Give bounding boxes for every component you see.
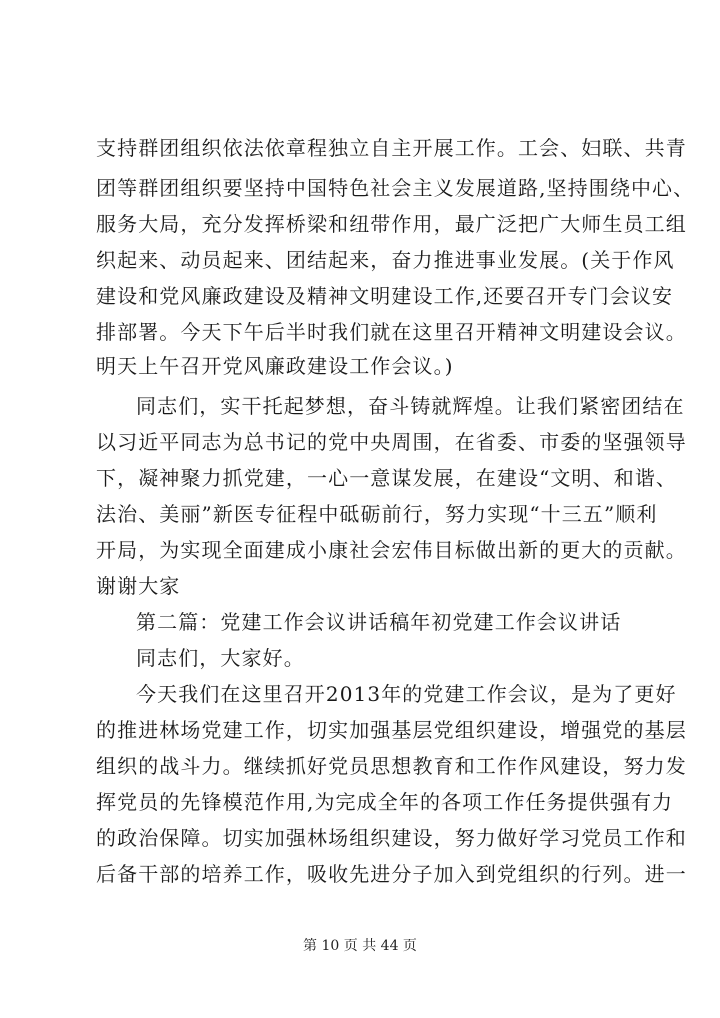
text-line: 的政治保障。切实加强林场组织建设，努力做好学习党员工作和: [96, 826, 687, 850]
text-line: 挥党员的先锋模范作用,为完成全年的各项工作任务提供强有力: [96, 790, 674, 814]
text-line: 后备干部的培养工作，吸收先进分子加入到党组织的行列。进一: [96, 862, 687, 886]
text-line: 织起来、动员起来、团结起来，奋力推进事业发展。(关于作风: [96, 248, 675, 272]
page-number-footer: 第 10 页 共 44 页: [303, 938, 417, 954]
text-line: 下，凝神聚力抓党建，一心一意谋发展，在建设“文明、和谐、: [96, 466, 678, 490]
paragraph-first-line: 今天我们在这里召开2013年的党建工作会议，是为了更好: [136, 682, 677, 706]
text-line: 建设和党风廉政建设及精神文明建设工作,还要召开专门会议安: [96, 284, 674, 308]
paragraph-first-line: 同志们，实干托起梦想，奋斗铸就辉煌。让我们紧密团结在: [136, 394, 685, 418]
text-line: 谢谢大家: [96, 574, 181, 598]
text-line: 排部署。今天下午后半时我们就在这里召开精神文明建设会议。: [96, 320, 687, 344]
text-line: 法治、美丽”新医专征程中砥砺前行，努力实现“十三五”顺利: [96, 502, 658, 526]
text-line: 的推进林场党建工作，切实加强基层党组织建设，增强党的基层: [96, 718, 687, 742]
text-line: 组织的战斗力。继续抓好党员思想教育和工作作风建设，努力发: [96, 754, 687, 778]
text-line: 支持群团组织依法依章程独立自主开展工作。工会、妇联、共青: [96, 136, 687, 160]
text-line: 服务大局，充分发挥桥梁和纽带作用，最广泛把广大师生员工组: [96, 212, 687, 236]
section-heading: 第二篇：党建工作会议讲话稿年初党建工作会议讲话: [136, 610, 622, 634]
text-line: 团等群团组织要坚持中国特色社会主义发展道路,坚持围绕中心、: [96, 176, 695, 200]
greeting-line: 同志们，大家好。: [136, 646, 305, 670]
text-line: 明天上午召开党风廉政建设工作会议。): [96, 354, 454, 378]
text-line: 开局，为实现全面建成小康社会宏伟目标做出新的更大的贡献。: [96, 538, 687, 562]
text-line: 以习近平同志为总书记的党中央周围，在省委、市委的坚强领导: [96, 430, 687, 454]
